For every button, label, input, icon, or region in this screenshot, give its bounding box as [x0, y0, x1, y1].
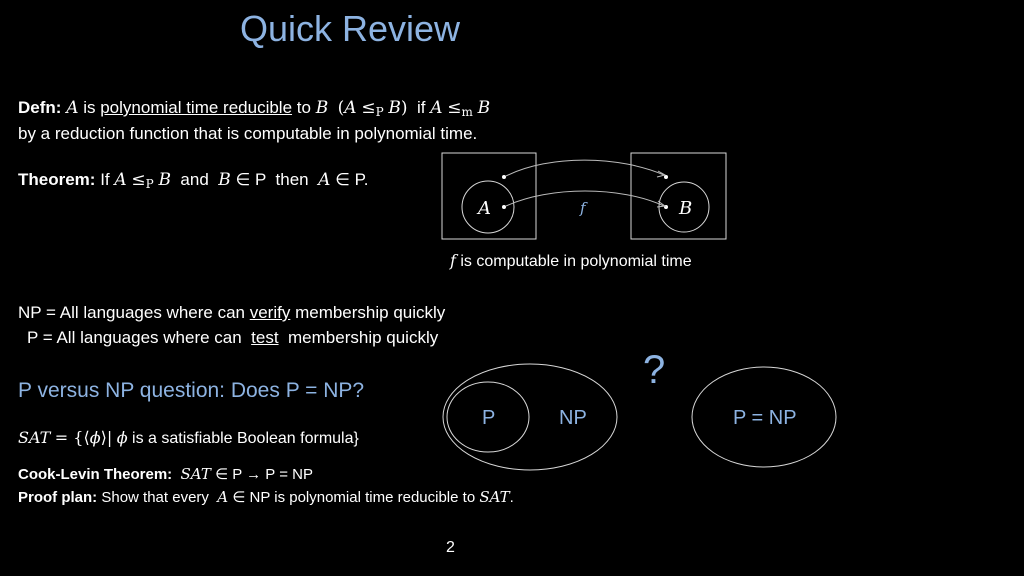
set-a-label: A — [478, 198, 491, 219]
proof-plan-label: Proof plan: — [18, 489, 98, 506]
phi-symbol: ϕ — [116, 428, 128, 447]
p-prefix: P = All languages where can — [27, 328, 242, 347]
set-b-label: B — [679, 198, 693, 219]
sub-p: P — [375, 105, 384, 119]
sat-name: SAT — [479, 488, 510, 506]
defn-if: if — [416, 98, 426, 117]
var-a: A — [217, 488, 229, 506]
caption-f: f — [450, 251, 456, 270]
cook-levin-label: Cook-Levin Theorem: — [18, 466, 173, 483]
sat-eq: = {⟨ — [54, 428, 90, 447]
var-a: A — [66, 98, 79, 118]
p-verb: test — [251, 328, 279, 347]
set-b-box — [631, 153, 726, 239]
theorem-elem-p2: ∈ P. — [335, 170, 369, 189]
defn-label: Defn: — [18, 98, 62, 117]
var-b: B — [388, 98, 401, 118]
sat-name: SAT — [18, 428, 51, 447]
period: . — [509, 489, 514, 506]
proof-plan-line — [18, 488, 514, 506]
theorem-line — [18, 170, 368, 190]
np-definition — [18, 303, 445, 323]
theorem-if: If — [100, 170, 110, 189]
cook-levin-rest: ∈ P → P = NP — [215, 466, 313, 483]
defn-to: to — [296, 98, 311, 117]
defn-term: polynomial time reducible — [100, 98, 293, 117]
p-vs-np-question: P versus NP question: Does P = NP? — [18, 379, 365, 402]
diagram-caption — [450, 251, 692, 271]
question-mark: ? — [643, 348, 666, 392]
proof-plan-text2: ∈ NP is polynomial time reducible to — [232, 489, 476, 506]
venn-np-label: NP — [559, 407, 587, 429]
sub-p: P — [145, 177, 154, 191]
var-b: B — [218, 170, 231, 190]
venn-p-equals-np-label: P = NP — [733, 407, 797, 429]
np-verb: verify — [249, 303, 291, 322]
venn-p-label: P — [482, 407, 496, 429]
theorem-elem-p: ∈ P — [235, 170, 267, 189]
definition-line-2: by a reduction function that is computable in polynomial time. — [18, 124, 478, 143]
var-a: A — [430, 98, 443, 118]
proof-plan-text1: Show that every — [101, 489, 209, 506]
p-suffix: membership quickly — [288, 328, 439, 347]
sat-name: SAT — [180, 465, 211, 483]
set-a-box — [442, 153, 536, 239]
cook-levin-line — [18, 465, 313, 483]
np-suffix: membership quickly — [295, 303, 446, 322]
sat-definition — [18, 428, 359, 448]
venn-diagrams — [430, 360, 850, 480]
function-label: f — [580, 199, 586, 217]
sat-desc: is a satisfiable Boolean formula} — [132, 430, 359, 447]
page-number: 2 — [446, 539, 455, 556]
reduction-diagram — [440, 150, 740, 245]
defn-is: is — [83, 98, 96, 117]
phi-symbol: ϕ — [89, 428, 101, 447]
var-a: A — [344, 98, 357, 118]
var-b: B — [158, 170, 171, 190]
leq-symbol: ≤ — [361, 98, 376, 118]
var-b: B — [477, 98, 491, 118]
theorem-label: Theorem: — [18, 170, 96, 189]
leq-symbol: ≤ — [447, 98, 462, 118]
sat-close: ⟩| — [100, 428, 113, 447]
slide-title: Quick Review — [239, 8, 461, 49]
p-definition — [27, 328, 438, 348]
caption-text: is computable in polynomial time — [460, 253, 692, 270]
np-ellipse — [443, 364, 617, 470]
map-arrow-outer — [506, 160, 664, 176]
outer-point-a — [502, 175, 506, 179]
definition-line-1: Defn: A is polynomial time reducible to B (A ≤P B) if A ≤m B — [18, 98, 491, 119]
var-a: A — [114, 170, 127, 190]
var-b: B — [315, 98, 329, 118]
var-a: A — [318, 170, 331, 190]
np-prefix: NP = All languages where can — [18, 303, 245, 322]
leq-symbol: ≤ — [131, 170, 146, 190]
theorem-and: and — [180, 170, 209, 189]
inner-point-a — [502, 205, 506, 209]
sub-m: m — [461, 105, 473, 119]
theorem-then: then — [275, 170, 309, 189]
